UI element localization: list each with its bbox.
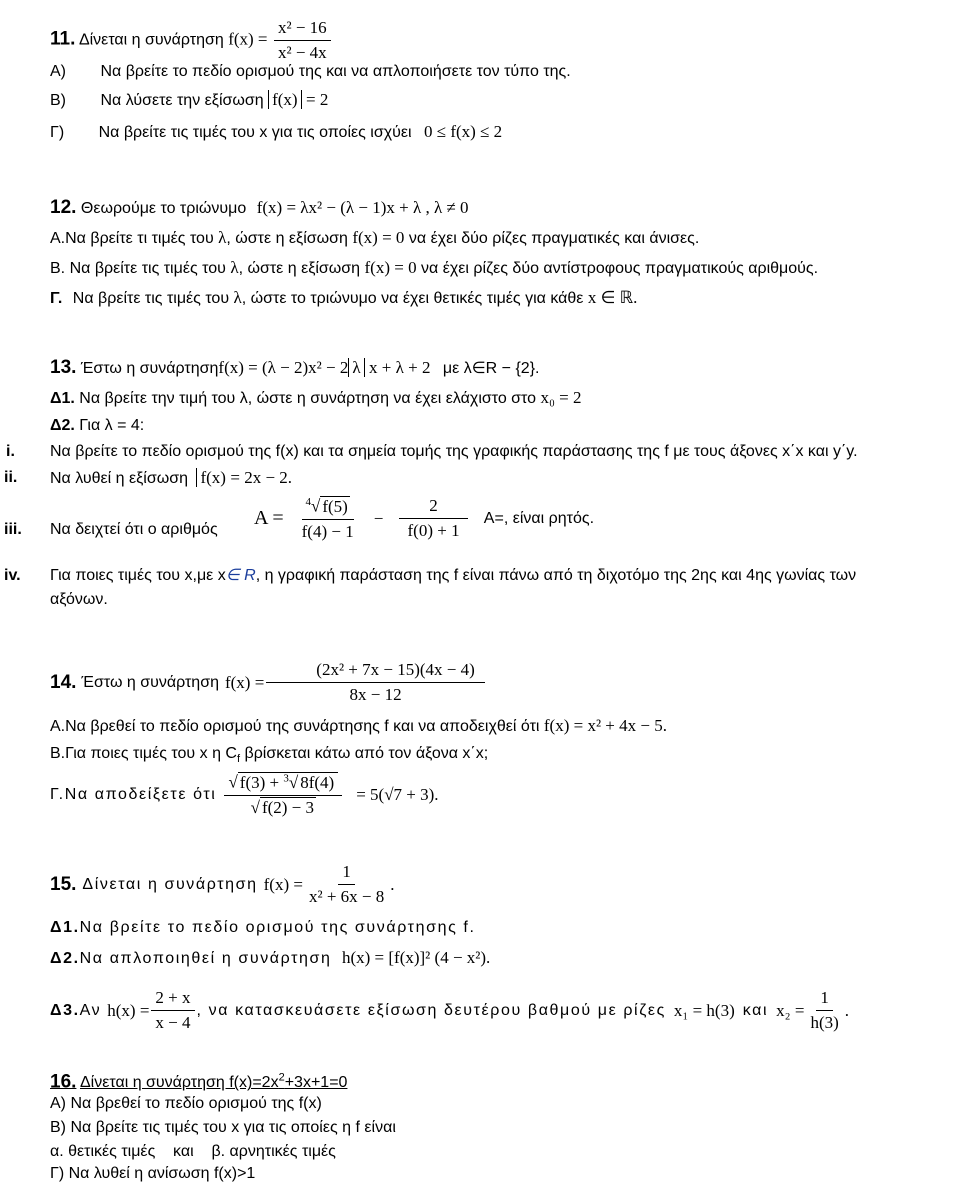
ex15-d3-text: , να κατασκευάσετε εξίσωση δευτέρου βαθμού με ρίζες xyxy=(196,1001,666,1019)
ex16-d: Γ) Να λυθεί η ανίσωση f(x)>1 xyxy=(50,1165,256,1182)
ex11-b-label: Β) xyxy=(50,92,66,109)
ex14-c xyxy=(50,772,439,818)
ex14-title xyxy=(50,660,487,705)
ex11-b-abs: f(x) xyxy=(268,90,301,109)
ex11-a-label: Α) xyxy=(50,63,66,80)
ex15-d3-x2-den: h(3) xyxy=(810,1013,839,1032)
ex13-iv-label: iv. xyxy=(4,567,21,584)
ex12-c-x: x ∈ ℝ. xyxy=(587,288,638,307)
ex12-number: 12. xyxy=(50,197,77,218)
ex14-b-end: βρίσκεται κάτω από τον άξονα x΄x; xyxy=(244,745,489,762)
ex12-c xyxy=(50,288,637,309)
ex15-numerator: 1 xyxy=(338,862,355,885)
ex11-f-denominator: x² − 4x xyxy=(277,43,327,62)
ex14-c-num-b: 8f(4) xyxy=(300,772,335,792)
ex15-d3-an: Αν xyxy=(79,1001,102,1019)
ex13-iii-root-index: 4 xyxy=(305,496,311,508)
ex13-iii-label: iii. xyxy=(4,521,22,538)
ex13-domain: με λ∈R − {2}. xyxy=(442,360,540,377)
ex11-a-text: Να βρείτε το πεδίο ορισμού της και να απλοποιήσετε τον τύπο της. xyxy=(100,63,571,80)
ex15-d1-text: Να βρείτε το πεδίο ορισμού της συνάρτησης f. xyxy=(79,919,476,936)
ex16-intro-end: +3x+1=0 xyxy=(284,1074,348,1092)
ex14-c-label: Γ.Να αποδείξετε ότι xyxy=(50,785,217,803)
ex11-c-text: Να βρείτε τις τιμές του x για τις οποίες ισχύει xyxy=(98,124,412,141)
ex12-a-end: να έχει δύο ρίζες πραγματικές και άνισες. xyxy=(408,230,700,247)
ex11-a xyxy=(50,62,571,82)
ex15-d1 xyxy=(50,918,476,938)
ex16-number: 16. xyxy=(50,1071,77,1093)
ex14-fraction xyxy=(266,660,485,705)
ex11-f-lhs: f(x) = xyxy=(228,29,268,49)
ex13-i-text: Να βρείτε το πεδίο ορισμού της f(x) και τα σημεία τομής της γραφικής παράστασης της f με τους άξονες x΄x και y΄y. xyxy=(50,443,858,460)
ex14-numerator: (2x² + 7x − 15)(4x − 4) xyxy=(266,660,485,683)
ex11-title xyxy=(50,18,333,63)
ex11-c-ineq: 0 ≤ f(x) ≤ 2 xyxy=(424,122,503,141)
ex13-title xyxy=(50,358,539,379)
ex15-d2-label: Δ2. xyxy=(50,950,80,967)
ex13-d1 xyxy=(50,388,582,409)
ex11-number: 11. xyxy=(50,28,76,50)
ex15-d3-fraction xyxy=(151,988,194,1033)
ex13-iii-frac1 xyxy=(298,496,358,542)
ex13-iii-frac2 xyxy=(399,496,468,541)
ex16-title xyxy=(50,1068,347,1093)
ex12-a-mid: , ώστε η εξίσωση xyxy=(226,230,348,247)
ex15-d3-x2-num: 1 xyxy=(816,988,833,1011)
ex13-func-abs: λ xyxy=(348,358,364,377)
ex11-b xyxy=(50,90,328,111)
ex15-intro: Δίνεται η συνάρτηση xyxy=(82,875,258,893)
ex15-number: 15. xyxy=(50,873,77,895)
ex12-b-text: Β. Να βρείτε τις τιμές του xyxy=(50,260,226,277)
ex16-c: α. θετικές τιμές και β. αρνητικές τιμές xyxy=(50,1143,336,1160)
ex12-title xyxy=(50,198,469,219)
ex11-intro: Δίνεται η συνάρτηση xyxy=(78,31,224,49)
ex14-a-eq: f(x) = x² + 4x − 5. xyxy=(543,716,667,735)
ex16-a: Α) Να βρεθεί το πεδίο ορισμού της f(x) xyxy=(50,1095,322,1112)
ex13-iii-A: A = xyxy=(254,507,284,530)
ex13-ii-rhs: = 2x − 2. xyxy=(230,468,293,487)
ex14-c-denominator: √ f(2) − 3 xyxy=(250,797,315,817)
ex13-i-label: i. xyxy=(6,443,15,460)
ex11-b-text: Να λύσετε την εξίσωση xyxy=(100,92,264,109)
ex13-intro: Έστω η συνάρτηση xyxy=(80,360,219,377)
ex15-denominator: x² + 6x − 8 xyxy=(308,887,385,906)
ex13-func: f(x) = (λ − 2)x² − 2 xyxy=(218,358,349,377)
ex14-b-text: Β.Για ποιες τιμές του x η C xyxy=(50,745,237,762)
ex14-c-fraction xyxy=(224,772,342,818)
ex15-d3-x2-fraction xyxy=(806,988,842,1033)
ex13-number: 13. xyxy=(50,357,77,378)
ex13-func-end: x + λ + 2 xyxy=(369,358,431,377)
ex13-d2-label: Δ2. xyxy=(50,417,75,434)
ex14-denominator: 8x − 12 xyxy=(349,685,402,704)
ex15-dot: . xyxy=(390,874,395,894)
ex14-b-sub: f xyxy=(236,753,241,766)
ex13-iv-text1: Για ποιες τιμές του x,με x xyxy=(50,567,226,584)
ex12-b-end: να έχει ρίζες δύο αντίστροφους πραγματικούς αριθμούς. xyxy=(421,260,819,277)
ex12-a-lambda: λ xyxy=(218,228,227,247)
ex12-c-lambda: λ xyxy=(233,288,242,307)
ex15-d1-label: Δ1. xyxy=(50,919,80,936)
ex13-iii-frac1-num: $^4$√ f(5) xyxy=(302,496,354,520)
ex14-c-root-index: 3 xyxy=(283,772,289,784)
ex15-d3-label: Δ3. xyxy=(50,1001,80,1019)
ex13-d2 xyxy=(50,416,144,436)
ex11-c-label: Γ) xyxy=(50,124,65,141)
ex14-number: 14. xyxy=(50,671,77,693)
ex13-iii-text: Να δειχτεί ότι ο αριθμός xyxy=(50,521,218,538)
ex11-b-rhs: = 2 xyxy=(306,90,329,109)
ex12-a xyxy=(50,228,699,249)
ex14-lhs: f(x) = xyxy=(224,672,265,692)
ex13-ii-text: Να λυθεί η εξίσωση xyxy=(50,470,188,487)
ex13-ii-abs: f(x) xyxy=(196,468,225,487)
ex15-d3-x1: x₁ = h(3) xyxy=(673,1000,735,1020)
ex11-fraction xyxy=(274,18,331,63)
ex14-c-den: f(2) − 3 xyxy=(261,797,315,817)
ex12-c-label: Γ. xyxy=(50,290,63,307)
ex13-iii-expression xyxy=(254,496,594,542)
ex12-c-text: Να βρείτε τις τιμές του xyxy=(72,290,230,307)
ex12-intro: Θεωρούμε το τριώνυμο xyxy=(80,200,247,217)
ex13-d2-text: Για λ = 4: xyxy=(79,417,145,434)
ex14-a-text: Α.Να βρεθεί το πεδίο ορισμού της συνάρτησης f και να αποδειχθεί ότι xyxy=(50,718,540,735)
ex15-d2 xyxy=(50,948,490,969)
ex14-c-rhs: = 5(√7 + 3). xyxy=(356,784,439,804)
ex13-d1-text: Να βρείτε την τιμή του λ, ώστε η συνάρτηση να έχει ελάχιστο στο xyxy=(79,390,537,407)
ex14-c-numerator: √ f(3) + $^3$√ 8f(4) xyxy=(224,772,342,796)
ex12-a-text: Α.Να βρείτε τι τιμές του xyxy=(50,230,214,247)
ex15-d3-denominator: x − 4 xyxy=(155,1013,191,1032)
ex12-b-eq: f(x) = 0 xyxy=(364,258,417,277)
ex14-intro: Έστω η συνάρτηση xyxy=(81,673,219,691)
ex15-d3-and: και xyxy=(742,1001,769,1019)
ex13-iv-R: ∈ R xyxy=(225,567,256,584)
ex13-d1-label: Δ1. xyxy=(50,390,75,407)
ex15-d3-numerator: 2 + x xyxy=(151,988,194,1011)
ex15-title xyxy=(50,862,395,907)
ex13-iv-text2: , η γραφική παράσταση της f είναι πάνω από τη διχοτόμο της 2ης και 4ης γωνίας των xyxy=(255,567,857,584)
ex15-d3-dot: . xyxy=(844,1000,850,1020)
ex16-intro-text: Δίνεται η συνάρτηση f(x)=2x xyxy=(79,1074,279,1092)
ex13-iii-n1: f(5) xyxy=(322,496,348,516)
ex12-b-mid: , ώστε η εξίσωση xyxy=(238,260,361,277)
ex13-iii-n2: 2 xyxy=(399,496,468,519)
ex15-lhs: f(x) = xyxy=(263,874,303,894)
ex14-a xyxy=(50,716,667,737)
ex13-iii-d2: f(0) + 1 xyxy=(407,521,460,541)
ex12-b xyxy=(50,258,818,279)
ex13-iii-d1: f(4) − 1 xyxy=(301,521,354,541)
ex13-iii-end: Α=, είναι ρητός. xyxy=(483,509,595,527)
ex13-ii-label: ii. xyxy=(4,469,18,486)
ex12-trinomial: f(x) = λx² − (λ − 1)x + λ , λ ≠ 0 xyxy=(256,198,469,217)
ex13-iv-text3: αξόνων. xyxy=(50,591,108,608)
ex15-d3-lhs: h(x) = xyxy=(107,1000,150,1020)
ex12-b-lambda: λ xyxy=(230,258,239,277)
ex15-d2-eq: h(x) = [f(x)]² (4 − x²). xyxy=(341,948,491,967)
ex13-iii-minus: − xyxy=(373,508,384,528)
ex16-intro-sup: 2 xyxy=(278,1072,285,1084)
ex13-d1-x0: x₀ = 2 xyxy=(540,388,582,407)
ex11-f-numerator: x² − 16 xyxy=(274,18,331,41)
ex15-d3-x2: x₂ = xyxy=(776,1000,805,1020)
ex14-c-num-a: f(3) + xyxy=(239,772,284,792)
ex14-b xyxy=(50,744,488,769)
ex16-b: Β) Να βρείτε τις τιμές του x για τις οποίες η f είναι xyxy=(50,1119,396,1136)
ex12-a-eq: f(x) = 0 xyxy=(352,228,405,247)
ex11-c xyxy=(50,122,502,143)
ex15-d3 xyxy=(50,988,849,1033)
ex16-intro xyxy=(80,1074,347,1091)
ex12-c-end: , ώστε το τριώνυμο να έχει θετικές τιμές για κάθε xyxy=(241,290,584,307)
ex15-fraction xyxy=(305,862,388,907)
ex15-d2-text: Να απλοποιηθεί η συνάρτηση xyxy=(79,950,332,967)
